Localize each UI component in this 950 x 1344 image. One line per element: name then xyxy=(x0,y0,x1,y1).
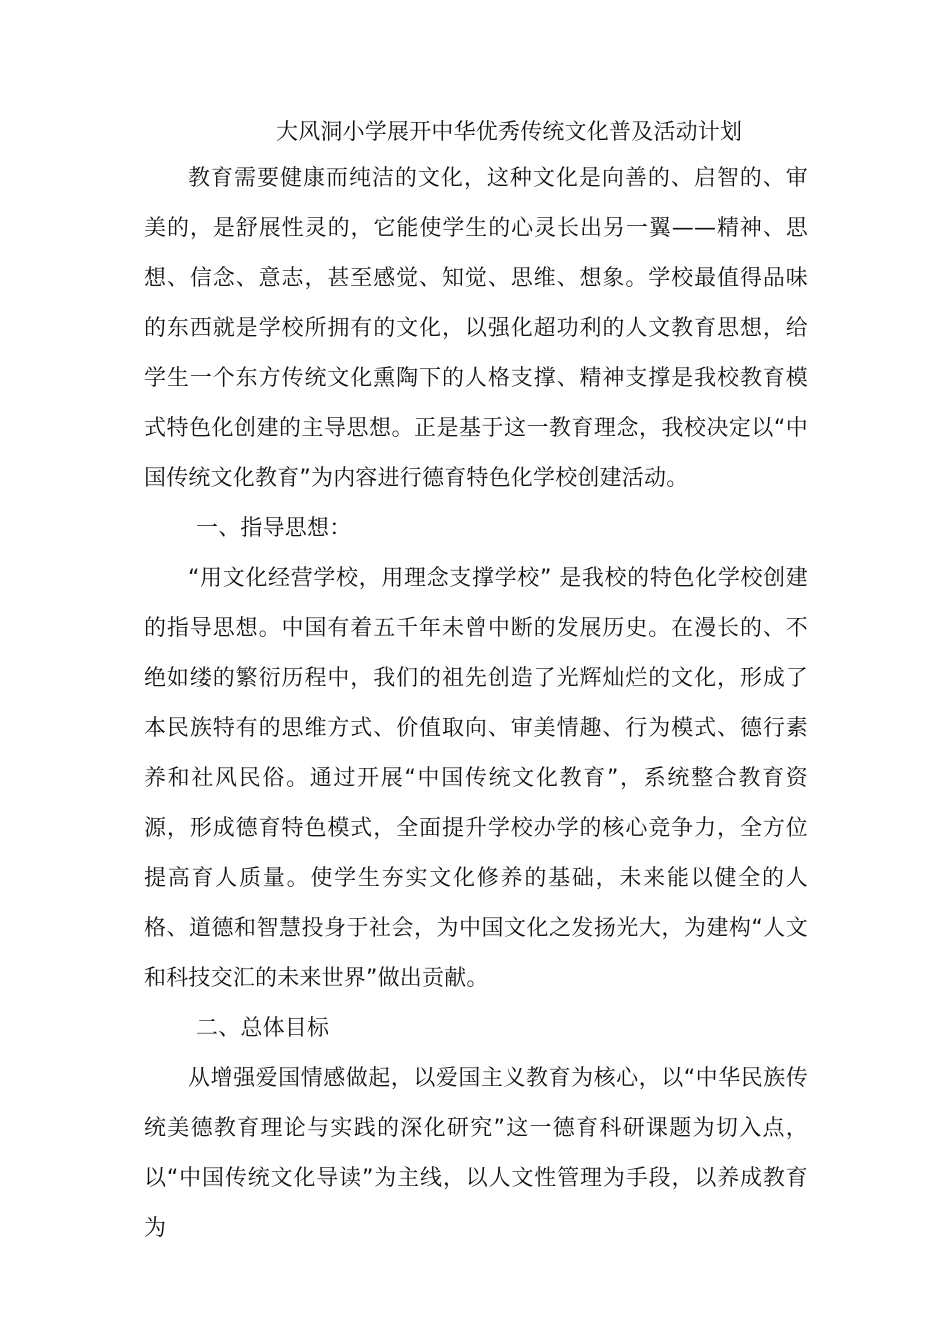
section-heading-guiding-ideology: 一、指导思想： xyxy=(196,516,352,541)
guiding-ideology-paragraph: “用文化经营学校，用理念支撑学校” 是我校的特色化学校创建的指导思想。中国有着五千年未曾中断的发展历史。在漫长的、不绝如缕的繁衍历程中，我们的祖先创造了光辉灿烂的文化，形成了本民族特有的思维方式、价值取向、审美情趣、行为模式、德行素养和社风民俗。通过开展“中国传统文化教育”，系统整合教育资源，形成德育特色模式，全面提升学校办学的核心竞争力，全方位提高育人质量。使学生夯实文化修养的基础，未来能以健全的人格、道德和智慧投身于社会，为中国文化之发扬光大，为建构“人文和科技交汇的未来世界”做出贡献。 xyxy=(144,566,808,991)
overall-goal-paragraph: 从增强爱国情感做起，以爱国主义教育为核心，以“中华民族传统美德教育理论与实践的深化研究”这一德育科研课题为切入点，以“中国传统文化导读”为主线，以人文性管理为手段，以养成教育为 xyxy=(144,1066,808,1241)
intro-paragraph: 教育需要健康而纯洁的文化，这种文化是向善的、启智的、审美的，是舒展性灵的，它能使学生的心灵长出另一翼——精神、思想、信念、意志，甚至感觉、知觉、思维、想象。学校最值得品味的东西就是学校所拥有的文化，以强化超功利的人文教育思想，给学生一个东方传统文化熏陶下的人格支撑、精神支撑是我校教育模式特色化创建的主导思想。正是基于这一教育理念，我校决定以“中国传统文化教育”为内容进行德育特色化学校创建活动。 xyxy=(144,166,808,491)
document-title: 大风洞小学展开中华优秀传统文化普及活动计划 xyxy=(276,120,743,145)
section-heading-overall-goal: 二、总体目标 xyxy=(196,1016,330,1041)
document-body xyxy=(144,112,808,1254)
